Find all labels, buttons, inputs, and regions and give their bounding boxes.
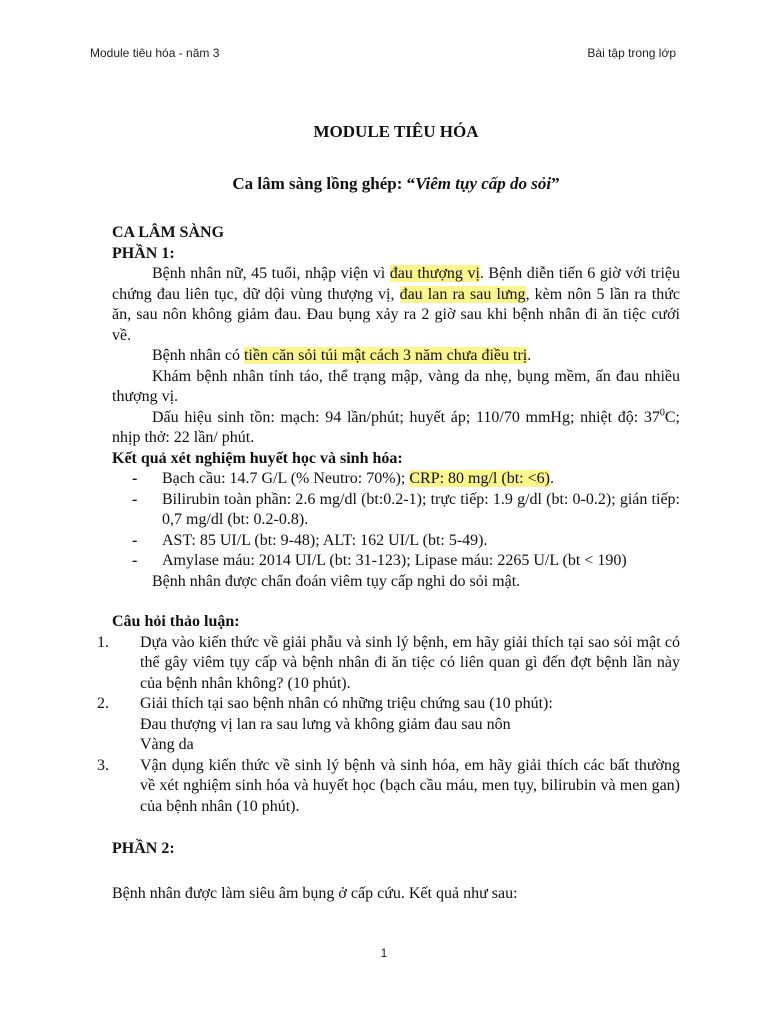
part1-heading: PHẦN 1: — [112, 244, 175, 262]
subtitle-prefix: Ca lâm sàng lồng ghép: “ — [232, 173, 416, 193]
list-item — [132, 469, 680, 490]
degree-sup: 0 — [659, 407, 665, 419]
part2-heading: PHẦN 2: — [112, 840, 175, 857]
lab-results-list — [112, 469, 680, 572]
case-paragraph-2 — [112, 346, 680, 367]
list-item — [97, 756, 680, 818]
highlight-epigastric-pain: đau thượng vị — [389, 265, 480, 282]
list-item: - AST: 85 UI/L (bt: 9-48); ALT: 162 UI/L (bt: 5-49). — [132, 531, 680, 552]
list-item: - Bilirubin toàn phần: 2.6 mg/dl (bt:0.2-1); trực tiếp: 1.9 g/dl (bt: 0-0.2); gián tiếp: 0,7 mg/dl (bt: 0.2-0.8). — [132, 490, 680, 531]
subtitle-suffix: ” — [551, 173, 560, 193]
highlight-back-pain: đau lan ra sau lưng — [399, 285, 526, 303]
question-text: Giải thích tại sao bệnh nhân có những triệu chứng sau (10 phút): — [140, 695, 553, 712]
case-heading: CA LÂM SÀNG — [112, 224, 225, 241]
questions-list — [97, 633, 680, 818]
document-subtitle — [112, 174, 680, 195]
case-paragraph-1 — [112, 264, 680, 346]
text: . Bệnh diễn tiến 6 giờ với triệu chứng đau liên tục, dữ dội vùng thượng vị, — [112, 265, 680, 303]
question-subitem: Đau thượng vị lan ra sau lưng và không giảm đau sau nôn — [140, 715, 511, 733]
list-number: 1. — [97, 633, 109, 651]
text: . — [527, 347, 532, 364]
diagnosis: Bệnh nhân được chẩn đoán viêm tụy cấp nghi do sỏi mật. — [152, 572, 521, 590]
text: C; nhịp thở: 22 lần/ phút. — [112, 408, 680, 446]
header-right: Bài tập trong lớp — [587, 46, 676, 60]
document-body — [97, 122, 680, 904]
header-left: Module tiêu hóa - năm 3 — [90, 46, 220, 60]
highlight-gallstone-history: tiền căn sỏi túi mật cách 3 năm chưa điều trị — [243, 347, 528, 364]
subtitle-topic: Viêm tụy cấp do sỏi — [415, 173, 552, 193]
list-item — [97, 633, 680, 695]
list-item: - Amylase máu: 2014 UI/L (bt: 31-123); Lipase máu: 2265 U/L (bt < 190) — [132, 551, 680, 572]
vital-signs — [112, 408, 680, 449]
list-number: 3. — [97, 756, 109, 774]
questions-heading: Câu hỏi thảo luận: — [112, 613, 240, 630]
question-subitem: Vàng da — [140, 736, 194, 753]
text: . — [549, 470, 554, 487]
document-title: MODULE TIÊU HÓA — [313, 122, 479, 141]
page-number: 1 — [380, 946, 388, 960]
question-text: Dựa vào kiến thức về giải phẫu và sinh lý bệnh, em hãy giải thích tại sao sỏi mật có thể gây viêm tụy cấp và bệnh nhân đi ăn tiệc có liên quan gì đến đợt bệnh lần này của bệnh nhân không? (10 phút). — [140, 633, 680, 692]
highlight-crp: CRP: 80 mg/l (bt: <6) — [409, 470, 550, 487]
text: Dấu hiệu sinh tồn: mạch: 94 lần/phút; huyết áp; 110/70 mmHg; nhiệt độ: 37 — [152, 408, 660, 426]
text: , kèm nôn 5 lần ra thức ăn, sau nôn không giảm đau. Đau bụng xảy ra 2 giờ sau khi bệnh nhân đi ăn tiệc cưới về. — [112, 285, 680, 344]
text: Bạch cầu: 14.7 G/L (% Neutro: 70%); — [162, 470, 410, 487]
part2-text: Bệnh nhân được làm siêu âm bụng ở cấp cứu. Kết quả như sau: — [112, 884, 518, 902]
question-text: Vận dụng kiến thức về sinh lý bệnh và sinh hóa, em hãy giải thích các bất thường về xét nghiệm sinh hóa và huyết học (bạch cầu máu, men tụy, bilirubin và men gan) của bệnh nhân (10 phút). — [140, 756, 680, 815]
text: Bệnh nhân nữ, 45 tuổi, nhập viện vì — [152, 265, 390, 282]
lab-heading: Kết quả xét nghiệm huyết học và sinh hóa: — [112, 449, 403, 467]
list-item — [97, 694, 680, 756]
list-number: 2. — [97, 695, 109, 712]
text: Bệnh nhân có — [152, 347, 244, 364]
case-paragraph-3: Khám bệnh nhân tỉnh táo, thể trạng mập, vàng da nhẹ, bụng mềm, ấn đau nhiều thượng vị. — [112, 367, 680, 405]
